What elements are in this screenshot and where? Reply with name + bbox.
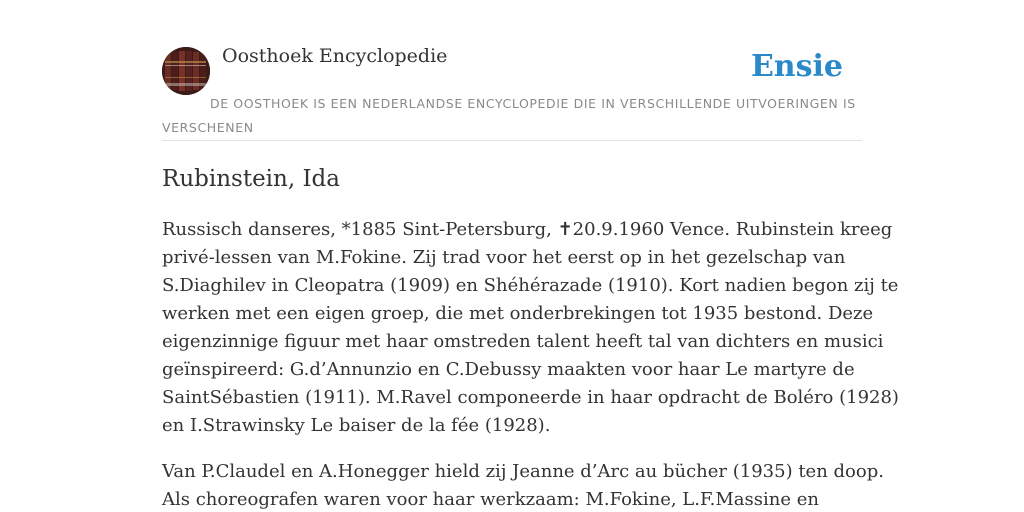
brand-logo-link[interactable]: Ensie xyxy=(750,49,843,84)
site-avatar[interactable] xyxy=(162,47,210,95)
paragraph-line: S.Diaghilev in Cleopatra (1909) en Shéhérazade (1910). Kort nadien begon zij te xyxy=(162,275,899,296)
article-title: Rubinstein, Ida xyxy=(162,166,340,192)
paragraph-line: Als choreografen waren voor haar werkzaam: M.Fokine, L.F.Massine en xyxy=(162,489,819,510)
article-paragraph-2 xyxy=(162,458,884,512)
paragraph-line: SaintSébastien (1911). M.Ravel componeerde in haar opdracht de Boléro (1928) xyxy=(162,387,899,408)
paragraph-line: Van P.Claudel en A.Honegger hield zij Jeanne d’Arc au bücher (1935) ten doop. xyxy=(162,461,884,482)
site-header xyxy=(162,45,862,141)
paragraph-line: werken met een eigen groep, die met onderbrekingen tot 1935 bestond. Deze xyxy=(162,303,874,324)
encyclopedia-books-icon xyxy=(162,47,210,95)
paragraph-line: privé-lessen van M.Fokine. Zij trad voor het eerst op in het gezelschap van xyxy=(162,247,846,268)
paragraph-line: en I.Strawinsky Le baiser de la fée (1928). xyxy=(162,415,551,436)
article-content xyxy=(162,164,899,512)
paragraph-line: eigenzinnige figuur met haar omstreden talent heeft tal van dichters en musici xyxy=(162,331,884,352)
paragraph-line: Russisch danseres, *1885 Sint-Petersburg, ✝20.9.1960 Vence. Rubinstein kreeg xyxy=(162,219,893,240)
paragraph-line: geïnspireerd: G.d’Annunzio en C.Debussy maakten voor haar Le martyre de xyxy=(162,359,855,380)
site-tagline: DE OOSTHOEK IS EEN NEDERLANDSE ENCYCLOPEDIE DIE IN VERSCHILLENDE UITVOERINGEN IS VERSCHENEN xyxy=(162,96,856,135)
article-paragraph-1 xyxy=(162,216,899,440)
site-title-link[interactable]: Oosthoek Encyclopedie xyxy=(222,45,448,67)
